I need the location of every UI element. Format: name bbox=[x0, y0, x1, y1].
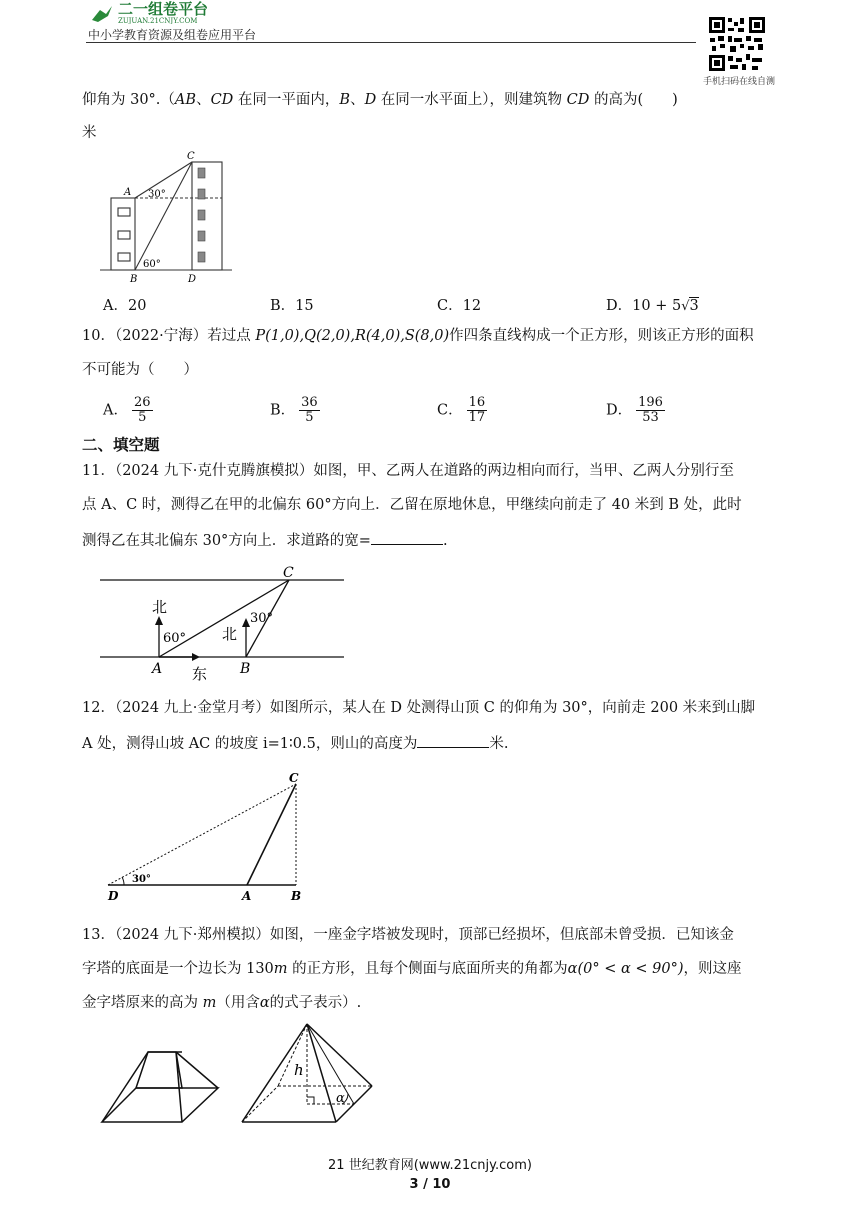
q12-label-b: B bbox=[291, 889, 302, 903]
q11-road-figure bbox=[96, 562, 352, 682]
q12-label-d: D bbox=[108, 889, 119, 903]
q11-label-a: A bbox=[152, 661, 163, 677]
header-divider bbox=[86, 42, 696, 43]
q12-label-c: C bbox=[289, 771, 299, 785]
q10-option-b[interactable]: B． $\frac{36}{5}$ bbox=[270, 395, 318, 425]
q9-label-b: B bbox=[130, 274, 138, 285]
q12-label-a: A bbox=[242, 889, 252, 903]
q10-line2: 不可能为（ ） bbox=[82, 362, 198, 378]
q12-answer-blank[interactable] bbox=[417, 731, 489, 748]
logo bbox=[88, 0, 278, 24]
footer-page-number: 3 / 10 bbox=[409, 1177, 451, 1192]
q13-label-alpha: α bbox=[336, 1091, 345, 1106]
pyramid-shape bbox=[242, 1024, 372, 1122]
q11-line1: 11．（2024 九下·克什克腾旗模拟）如图，甲、乙两人在道路的两边相向而行，当甲、乙两人分别行至 bbox=[82, 463, 734, 479]
section-title-fill-in: 二、填空题 bbox=[82, 436, 160, 454]
q12-angle-30: 30° bbox=[132, 874, 151, 885]
q9-option-b[interactable]: B．15 bbox=[270, 298, 314, 314]
q9-angle-60: 60° bbox=[143, 259, 161, 270]
q9-line2: 米 bbox=[82, 125, 97, 141]
q9-angle-30: 30° bbox=[148, 189, 166, 200]
q9-option-c[interactable]: C．12 bbox=[437, 298, 482, 314]
frustum-shape bbox=[102, 1052, 218, 1122]
q11-east-label: 东 bbox=[192, 665, 208, 682]
q13-line3: 金字塔原来的高为 m（用含α的式子表示）. bbox=[82, 995, 362, 1011]
q10-option-d[interactable]: D． $\frac{196}{53}$ bbox=[606, 395, 663, 425]
q9-label-d: D bbox=[188, 274, 197, 285]
logo-en: ZUJUAN.21CNJY.COM bbox=[118, 17, 198, 24]
q11-answer-blank[interactable] bbox=[371, 528, 443, 545]
footer-site[interactable]: 21 世纪教育网(www.21cnjy.com) bbox=[328, 1158, 532, 1173]
q9-label-a: A bbox=[124, 187, 132, 198]
q11-label-b: B bbox=[240, 661, 251, 677]
qr-code-icon[interactable] bbox=[706, 16, 768, 72]
q11-line3: 测得乙在其北偏东 30°方向上．求道路的宽= . bbox=[82, 528, 448, 552]
q9-option-a[interactable]: A．20 bbox=[103, 298, 147, 314]
runner-icon bbox=[92, 6, 112, 22]
q9-option-d[interactable]: D．10 + 5√3 bbox=[606, 298, 699, 314]
q11-angle-30: 30° bbox=[250, 611, 274, 626]
q11-angle-60: 60° bbox=[163, 631, 187, 646]
q10-line1: 10．（2022·宁海）若过点 P(1,0),Q(2,0),R(4,0),S(8,0)作四条直线构成一个正方形，则该正方形的面积 bbox=[82, 328, 754, 344]
q11-label-c: C bbox=[283, 565, 294, 581]
header-subtitle: 中小学教育资源及组卷应用平台 bbox=[88, 28, 257, 42]
q12-line1: 12．（2024 九上·金堂月考）如图所示，某人在 D 处测得山顶 C 的仰角为 30°，向前走 200 米来到山脚 bbox=[82, 700, 756, 716]
q10-option-c[interactable]: C． $\frac{16}{17}$ bbox=[437, 395, 486, 425]
q13-pyramid-figure bbox=[96, 1018, 386, 1130]
q9-line1: 仰角为 30°.（AB、CD 在同一平面内，B、D 在同一水平面上），则建筑物 CD 的高为( ) bbox=[82, 92, 678, 108]
q9-label-c: C bbox=[187, 151, 195, 162]
q13-label-h: h bbox=[294, 1061, 304, 1079]
q12-line2: A 处，测得山坡 AC 的坡度 i=1∶0.5，则山的高度为 米. bbox=[82, 731, 508, 755]
q12-mountain-figure bbox=[100, 766, 320, 906]
qr-caption: 手机扫码在线自测 bbox=[702, 77, 775, 87]
q13-line2: 字塔的底面是一个边长为 130m 的正方形，且每个侧面与底面所夹的角都为α(0° < α < 90°)，则这座 bbox=[82, 961, 742, 977]
q11-north-label-2: 北 bbox=[222, 625, 238, 643]
q11-north-label-1: 北 bbox=[152, 598, 168, 616]
q9-building-figure bbox=[96, 148, 236, 286]
q11-line2: 点 A、C 时，测得乙在甲的北偏东 60°方向上．乙留在原地休息，甲继续向前走了 40 米到 B 处，此时 bbox=[82, 497, 742, 513]
q13-line1: 13．（2024 九下·郑州模拟）如图，一座金字塔被发现时，顶部已经损坏，但底部未曾受损．已知该金 bbox=[82, 927, 734, 943]
logo-cn: 二一组卷平台 bbox=[118, 0, 209, 18]
q10-option-a[interactable]: A． $\frac{26}{5}$ bbox=[103, 395, 151, 425]
